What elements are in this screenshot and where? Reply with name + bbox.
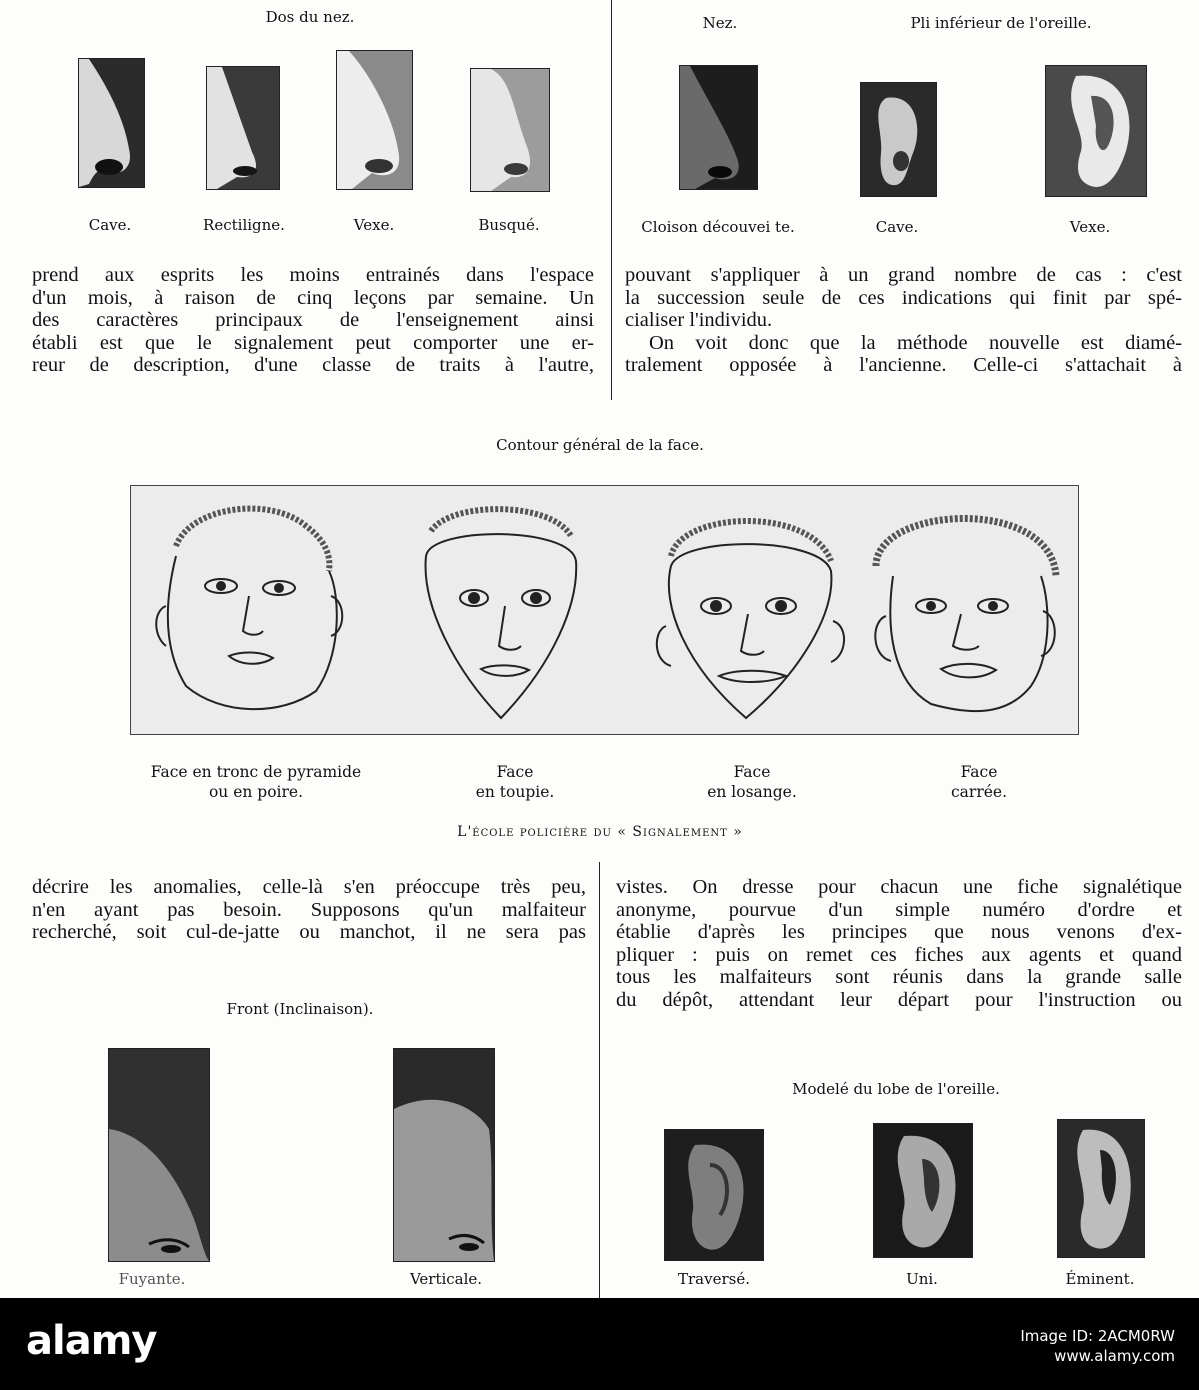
nose-label-rectiligne: Rectiligne. xyxy=(203,216,285,234)
lobe-label-eminent: Éminent. xyxy=(1065,1270,1135,1288)
text-line: d'un mois, à raison de cinq leçons par semaine. Un xyxy=(32,286,594,309)
nose-photo-cloison xyxy=(679,65,758,190)
ear-label-cave: Cave. xyxy=(875,218,919,236)
plate-caption: L'école policière du « Signalement » xyxy=(457,824,743,840)
nose-photo-busque xyxy=(470,68,550,192)
ear-fold-title: Pli inférieur de l'oreille. xyxy=(910,14,1092,32)
caption-line: Face xyxy=(733,763,771,781)
face-drawing-losange xyxy=(657,521,844,718)
lobe-label-uni: Uni. xyxy=(906,1270,938,1288)
text-line: cialiser l'individu. xyxy=(625,309,773,331)
face-contour-title: Contour général de la face. xyxy=(496,436,704,454)
lobe-photo-uni xyxy=(873,1123,973,1258)
ear-lobe-title: Modelé du lobe de l'oreille. xyxy=(792,1080,1000,1098)
text-line: tous les malfaiteurs sont réunis dans la grande salle xyxy=(616,966,1182,988)
nose-label-vexe: Vexe. xyxy=(353,216,395,234)
text-line: décrire les anomalies, celle-là s'en préoccupe très peu, xyxy=(32,876,586,898)
lobe-photo-traverse xyxy=(664,1129,764,1261)
text-line: des caractères principaux de l'enseignement ainsi xyxy=(32,309,594,331)
caption-line: Face xyxy=(960,763,998,781)
text-column-left-1 xyxy=(32,264,594,377)
nose-title: Nez. xyxy=(702,14,738,32)
forehead-label-verticale: Verticale. xyxy=(409,1270,483,1288)
text-line: pliquer : puis on remet ces fiches aux agents et quand xyxy=(616,943,1182,966)
text-line: tralement opposée à l'ancienne. Celle-ci s'attachait à xyxy=(625,354,1182,376)
caption-line: Face en tronc de pyramide xyxy=(150,763,362,781)
text-line: prend aux esprits les moins entrainés dans l'espace xyxy=(32,264,594,286)
nose-bridge-title: Dos du nez. xyxy=(265,8,355,26)
forehead-title: Front (Inclinaison). xyxy=(226,1000,374,1018)
column-divider-top xyxy=(611,0,612,400)
text-column-right-2 xyxy=(616,876,1182,1011)
lobe-photo-eminent xyxy=(1057,1119,1145,1258)
stock-footer-bar xyxy=(0,1298,1199,1390)
caption-line: en losange. xyxy=(707,783,797,801)
face-caption-carree xyxy=(951,762,1007,802)
nose-photo-rectiligne xyxy=(206,66,280,190)
text-line: n'en ayant pas besoin. Supposons qu'un malfaiteur xyxy=(32,898,586,921)
text-line: On voit donc que la méthode nouvelle est diamé- xyxy=(649,331,1182,354)
nose-label-cave: Cave. xyxy=(88,216,132,234)
nose-label-cloison: Cloison découvei te. xyxy=(641,218,795,236)
footer-info xyxy=(1020,1326,1175,1366)
face-drawing-toupie xyxy=(426,509,577,718)
text-line: établie d'après les principes que nous venons d'ex- xyxy=(616,921,1182,943)
text-line: vistes. On dresse pour chacun une fiche signalétique xyxy=(616,876,1182,898)
face-caption-losange xyxy=(707,762,797,802)
face-drawing-carree xyxy=(875,519,1056,712)
text-line: du dépôt, attendant leur départ pour l'instruction ou xyxy=(616,988,1182,1011)
text-line: recherché, soit cul-de-jatte ou manchot, il ne sera pas xyxy=(32,921,586,943)
text-line: établi est que le signalement peut comporter une er- xyxy=(32,331,594,354)
image-id-text: Image ID: 2ACM0RW xyxy=(1020,1327,1175,1345)
text-line: anonyme, pourvue d'un simple numéro d'ordre et xyxy=(616,898,1182,921)
text-line: pouvant s'appliquer à un grand nombre de cas : c'est xyxy=(625,264,1182,286)
lobe-label-traverse: Traversé. xyxy=(678,1270,750,1288)
caption-line: carrée. xyxy=(950,783,1008,801)
face-drawing-pyramide xyxy=(156,509,342,710)
caption-line: ou en poire. xyxy=(208,783,304,801)
brand-logo: alamy xyxy=(26,1318,157,1364)
text-column-right-1 xyxy=(625,264,1182,377)
forehead-photo-fuyante xyxy=(108,1048,210,1262)
ear-photo-vexe xyxy=(1045,65,1147,197)
site-url-text: www.alamy.com xyxy=(1054,1347,1175,1365)
face-caption-toupie xyxy=(476,762,555,802)
caption-line: Face xyxy=(496,763,534,781)
ear-photo-cave xyxy=(860,82,937,197)
caption-line: en toupie. xyxy=(475,783,555,801)
nose-photo-cave xyxy=(78,58,145,188)
forehead-label-fuyante: Fuyante. xyxy=(118,1270,186,1288)
text-line: la succession seule de ces indications qui finit par spé- xyxy=(625,286,1182,309)
face-contour-plate xyxy=(130,485,1079,735)
face-caption-pyramide xyxy=(151,762,361,802)
ear-label-vexe: Vexe. xyxy=(1069,218,1111,236)
nose-label-busque: Busqué. xyxy=(478,216,540,234)
text-line: reur de description, d'une classe de traits à l'autre, xyxy=(32,354,594,376)
text-column-left-2 xyxy=(32,876,586,944)
column-divider-bottom xyxy=(599,862,600,1298)
nose-photo-vexe xyxy=(336,50,413,190)
forehead-photo-verticale xyxy=(393,1048,495,1262)
